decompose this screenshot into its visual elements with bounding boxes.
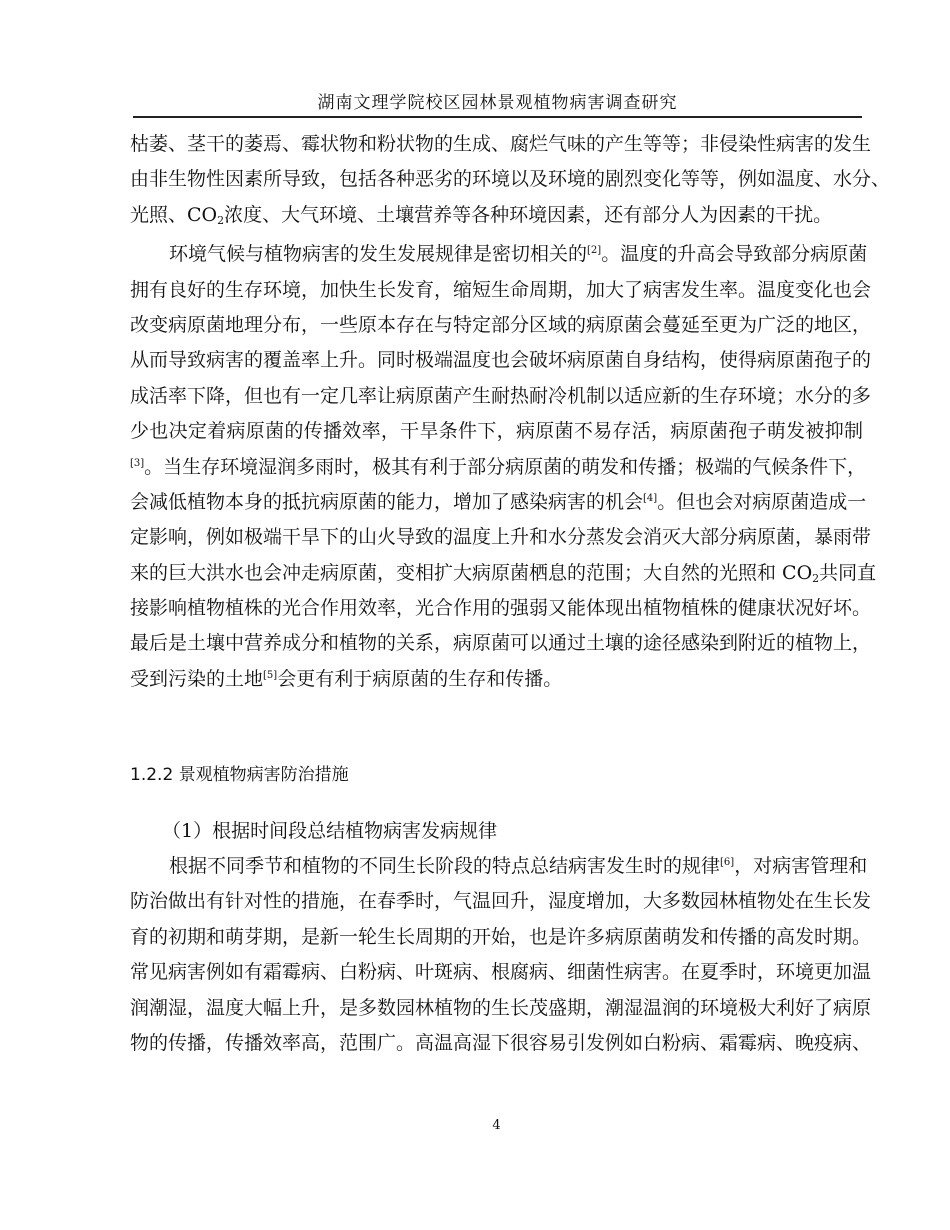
text-run: 。温度的升高会导致部分病原菌 bbox=[601, 243, 868, 266]
paragraph bbox=[130, 127, 891, 233]
text-line bbox=[130, 626, 872, 661]
subscript: 2 bbox=[217, 213, 225, 227]
citation-superscript: [2] bbox=[587, 245, 602, 257]
text-line bbox=[130, 198, 863, 233]
text-run: 由非生物性因素所导致，包括各种恶劣的环境以及环境的剧烈变化等等，例如温度、水分、 bbox=[130, 168, 891, 191]
citation-superscript: [5] bbox=[263, 669, 278, 681]
text-line bbox=[130, 1026, 872, 1061]
text-run: 根据不同季节和植物的不同生长阶段的特点总结病害发生时的规律 bbox=[169, 855, 721, 877]
text-line bbox=[130, 414, 863, 449]
text-line bbox=[130, 884, 872, 919]
text-run: 来的巨大洪水也会冲走病原菌，变相扩大病原菌栖息的范围；大自然的光照和 CO bbox=[130, 561, 813, 584]
subscript: 2 bbox=[812, 571, 820, 585]
page-number: 4 bbox=[492, 1118, 501, 1133]
text-run: 会更有利于病原菌的生存和传播。 bbox=[277, 667, 563, 690]
text-line bbox=[130, 237, 868, 272]
text-line bbox=[130, 991, 872, 1026]
text-run: ，对病害管理和 bbox=[734, 855, 868, 877]
citation-superscript: [3] bbox=[130, 457, 145, 469]
text-line bbox=[130, 450, 867, 485]
text-line bbox=[130, 343, 872, 378]
text-line bbox=[130, 273, 872, 308]
text-run: 共同直 bbox=[819, 561, 877, 584]
paragraph bbox=[130, 237, 877, 697]
paragraph bbox=[130, 849, 872, 1061]
citation-superscript: [6] bbox=[720, 857, 735, 868]
text-run: 会减低植物本身的抵抗病原菌的能力，增加了感染病害的机会 bbox=[130, 490, 644, 513]
text-line bbox=[130, 849, 868, 884]
text-line bbox=[130, 162, 891, 197]
text-run: 改变病原菌地理分布，一些原本存在与特定部分区域的病原菌会蔓延至更为广泛的地区， bbox=[130, 313, 872, 336]
text-line bbox=[130, 520, 872, 555]
text-run: 受到污染的土地 bbox=[130, 667, 264, 690]
text-run: 环境气候与植物病害的发生发展规律是密切相关的 bbox=[169, 243, 588, 266]
running-header: 湖南文理学院校区园林景观植物病害调查研究 bbox=[317, 93, 678, 113]
text-run: 。当生存环境湿润多雨时，极其有利于部分病原菌的萌发和传播；极端的气候条件下， bbox=[144, 455, 867, 478]
body-text-section-2 bbox=[130, 849, 872, 1061]
text-run: 拥有良好的生存环境，加快生长发育，缩短生命周期，加大了病害发生率。温度变化也会 bbox=[130, 278, 872, 301]
text-line bbox=[130, 379, 872, 414]
text-run: 接影响植物植株的光合作用效率，光合作用的强弱又能体现出植物植株的健康状况好坏。 bbox=[130, 597, 872, 620]
text-run: 定影响，例如极端干旱下的山火导致的温度上升和水分蒸发会消灭大部分病原菌，暴雨带 bbox=[130, 526, 872, 549]
text-run: 。但也会对病原菌造成一 bbox=[657, 490, 867, 513]
citation-superscript: [4] bbox=[643, 492, 658, 504]
text-run: 少也决定着病原菌的传播效率，干旱条件下，病原菌不易存活，病原菌孢子萌发被抑制 bbox=[130, 420, 863, 443]
text-line bbox=[130, 591, 872, 626]
text-line bbox=[130, 308, 872, 343]
text-run: 最后是土壤中营养成分和植物的关系，病原菌可以通过土壤的途径感染到附近的植物上， bbox=[130, 632, 872, 655]
text-run: 从而导致病害的覆盖率上升。同时极端温度也会破坏病原菌自身结构，使得病原菌孢子的 bbox=[130, 349, 872, 372]
text-line bbox=[130, 920, 872, 955]
text-run: 光照、CO bbox=[130, 203, 218, 226]
text-run: 浓度、大气环境、土壤营养等各种环境因素，还有部分人为因素的干扰。 bbox=[224, 203, 833, 226]
text-line bbox=[130, 485, 867, 520]
subsection-heading: （1）根据时间段总结植物病害发病规律 bbox=[162, 820, 498, 842]
text-run: 防治做出有针对性的措施，在春季时，气温回升，湿度增加，大多数园林植物处在生长发 bbox=[130, 890, 872, 913]
text-line bbox=[130, 955, 872, 990]
text-line bbox=[130, 662, 863, 697]
text-line bbox=[130, 127, 872, 162]
text-run: 成活率下降，但也有一定几率让病原菌产生耐热耐冷机制以适应新的生存环境；水分的多 bbox=[130, 384, 872, 407]
section-heading: 1.2.2 景观植物病害防治措施 bbox=[130, 765, 349, 785]
text-run: 物的传播，传播效率高，范围广。高温高湿下很容易引发例如白粉病、霜霉病、晚疫病、 bbox=[130, 1031, 872, 1054]
header-rule bbox=[133, 116, 862, 118]
text-run: 润潮湿，温度大幅上升，是多数园林植物的生长茂盛期，潮湿温润的环境极大利好了病原 bbox=[130, 996, 872, 1019]
text-run: 常见病害例如有霜霉病、白粉病、叶斑病、根腐病、细菌性病害。在夏季时，环境更加温 bbox=[130, 961, 872, 984]
body-text-section-1 bbox=[130, 127, 891, 697]
text-run: 枯萎、茎干的萎焉、霉状物和粉状物的生成、腐烂气味的产生等等；非侵染性病害的发生 bbox=[130, 133, 872, 155]
text-run: 育的初期和萌芽期，是新一轮生长周期的开始，也是许多病原菌萌发和传播的高发时期。 bbox=[130, 925, 872, 948]
text-line bbox=[130, 556, 877, 591]
